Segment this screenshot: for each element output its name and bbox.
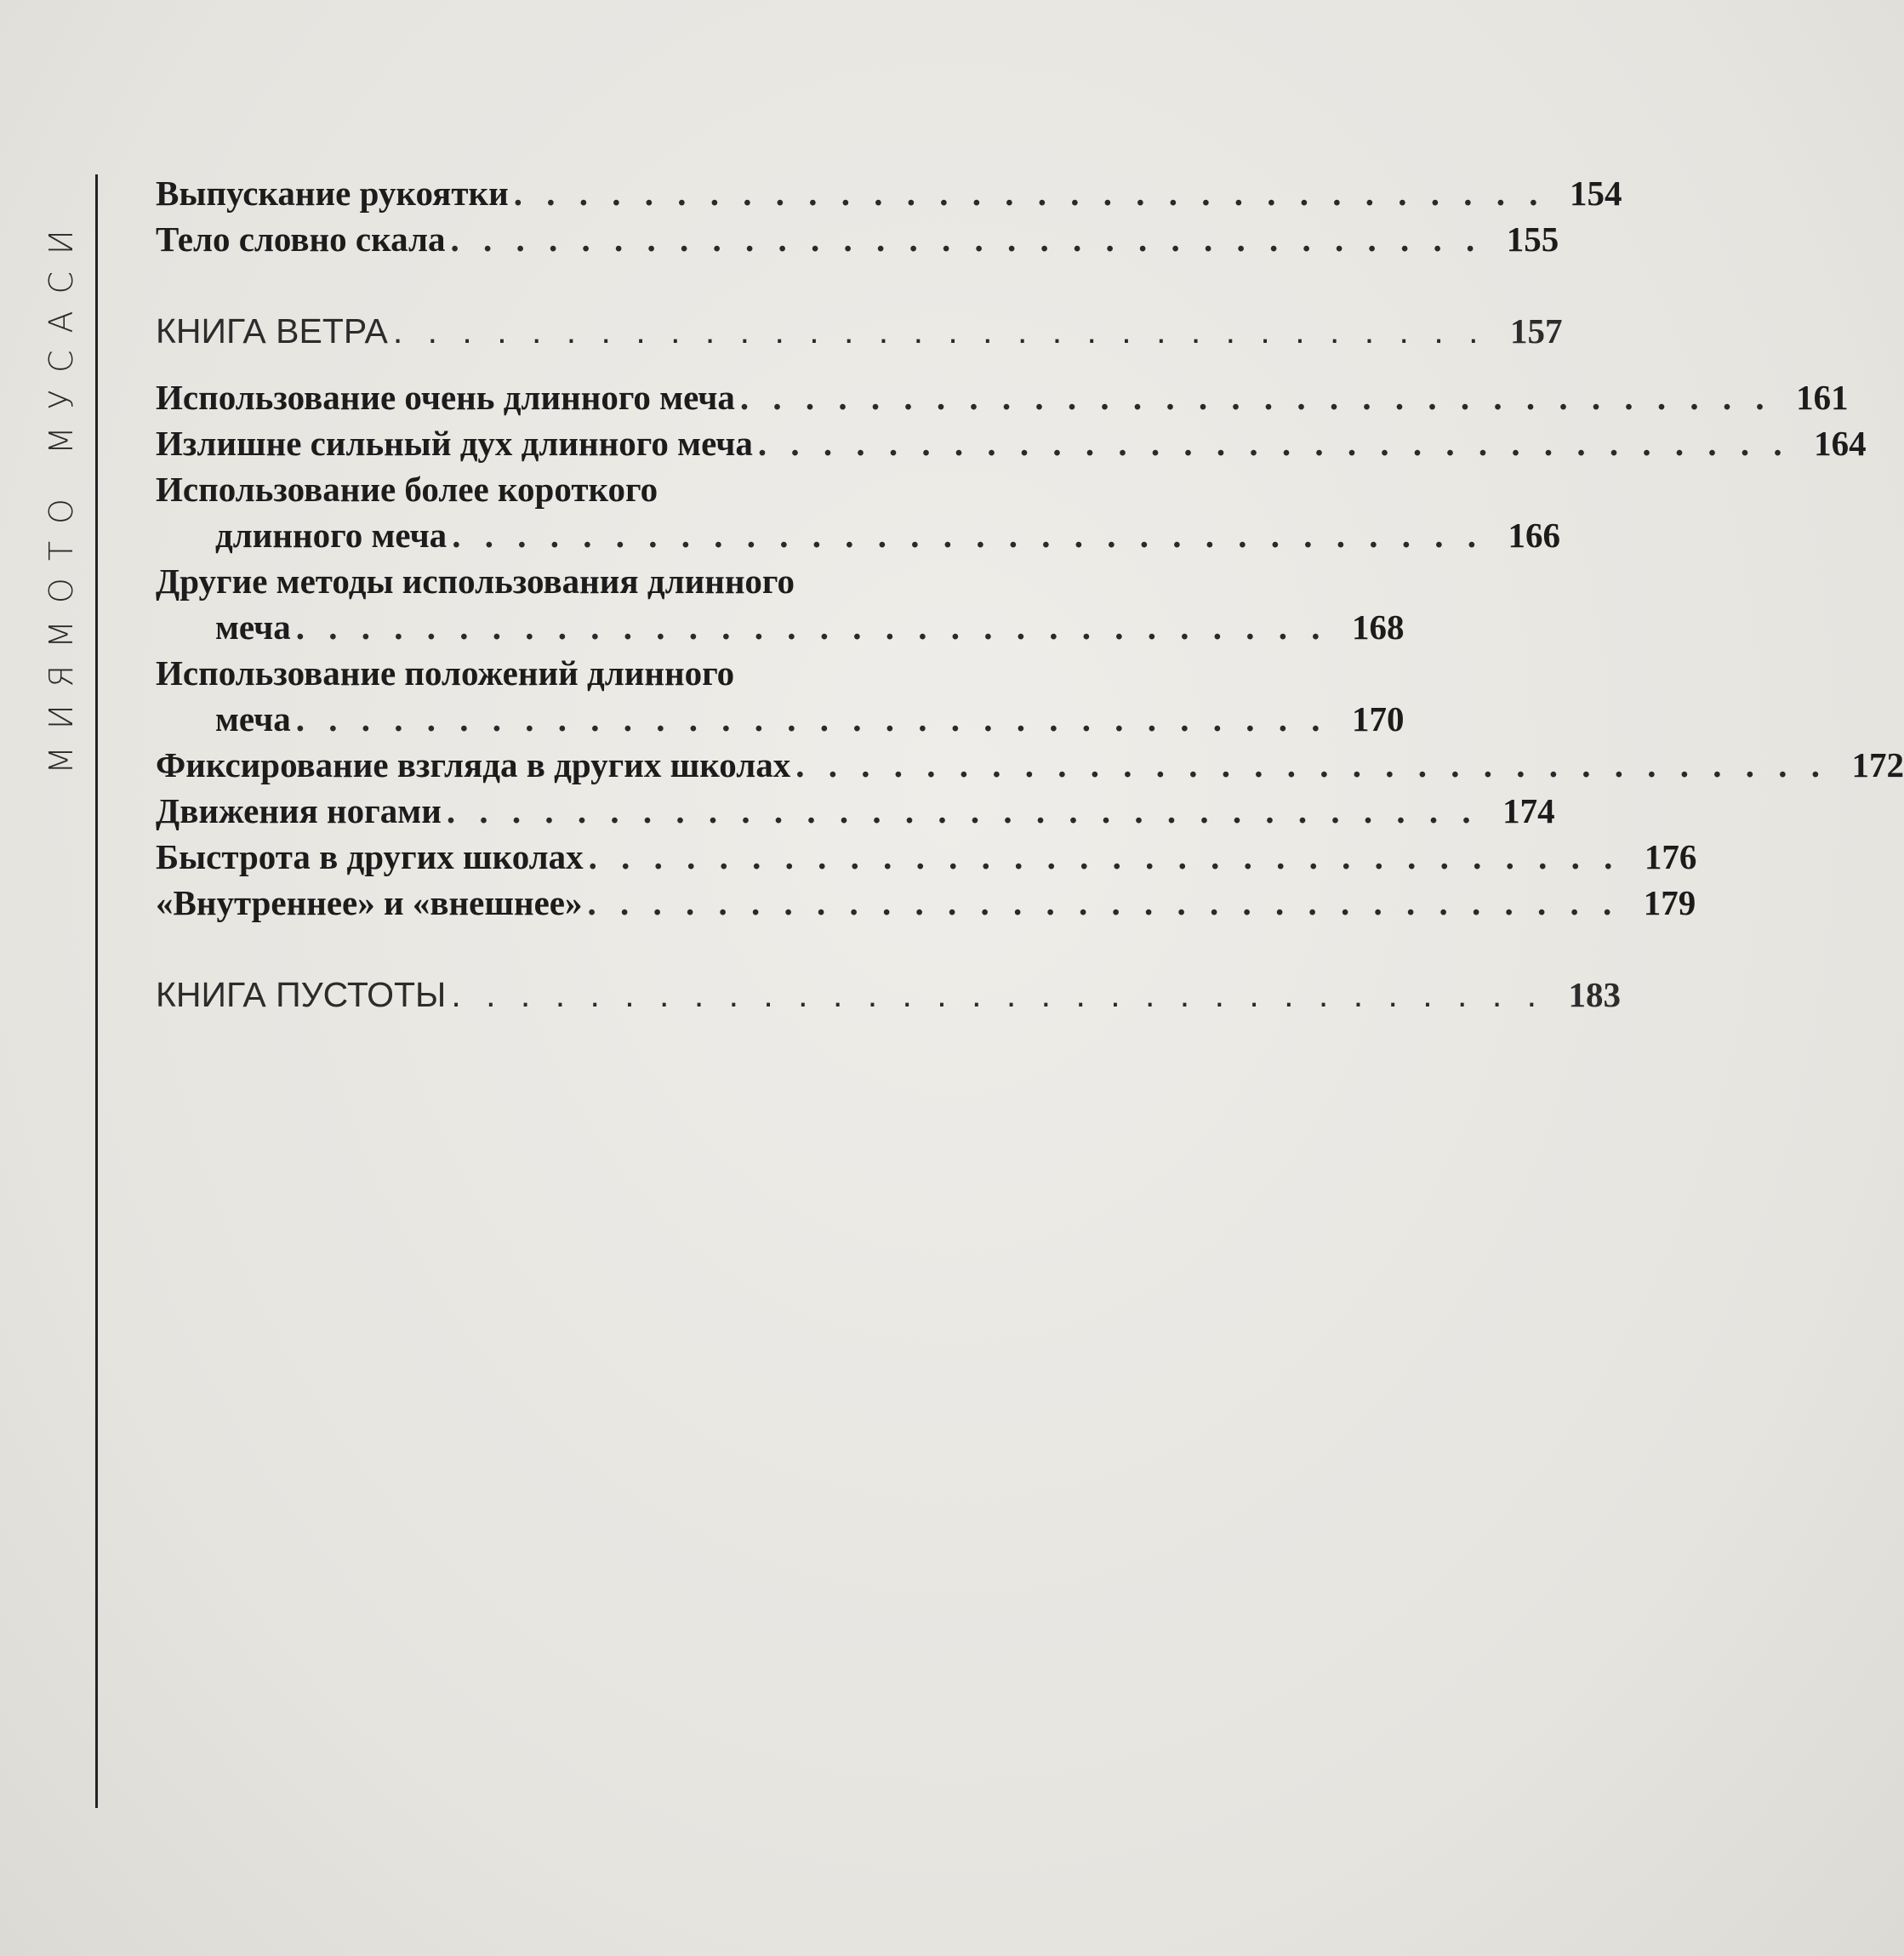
chapter-title: КНИГА ВЕТРА [156,311,388,351]
vertical-rule [95,174,98,1808]
toc-entry-title: «Внутреннее» и «внешнее» [156,883,583,922]
toc-entry [156,788,1555,834]
toc-entry-title: Быстрота в других школах [156,837,584,876]
toc-entry-title-line1: Другие методы использования длинного [156,562,795,601]
toc-entry-title-line1: Использование более короткого [156,470,658,509]
leader-dots: . . . . . . . . . . . . . . . . . . . . . . . . . . . . . . . . [587,883,1620,922]
toc-entry [156,880,1696,926]
toc-entry-title-line2: меча [215,607,291,647]
toc-entry [156,650,1405,742]
toc-entry [156,170,1622,216]
toc-entry-page: 166 [1508,516,1560,555]
toc-entry-title-line1: Использование положений длинного [156,653,735,693]
toc-entry-page: 174 [1502,791,1555,830]
running-head-text: МИЯМОТО МУСАСИ [43,213,80,774]
chapter-page: 157 [1510,311,1563,351]
toc-entry [156,374,1849,420]
toc-entry [156,742,1904,788]
leader-dots: . . . . . . . . . . . . . . . . . . . . . . . . . . . . . . . . [392,311,1486,351]
leader-dots: . . . . . . . . . . . . . . . . . . . . . . . . . . . . . . . . [295,699,1328,738]
leader-dots: . . . . . . . . . . . . . . . . . . . . . . . . . . . . . . . . [451,975,1544,1014]
toc-entry-page: 176 [1644,837,1697,876]
table-of-contents [156,170,1904,1018]
toc-entry-title: Выпускание рукоятки [156,174,509,213]
leader-dots: . . . . . . . . . . . . . . . . . . . . . . . . . . . . . . . . [513,174,1546,213]
leader-dots: . . . . . . . . . . . . . . . . . . . . . . . . . . . . . . . . [446,791,1479,830]
toc-entry-page: 155 [1506,220,1559,259]
toc-entry-page: 168 [1351,607,1405,647]
leader-dots: . . . . . . . . . . . . . . . . . . . . . . . . . . . . . . . . [450,220,1483,259]
toc-entry-title: Излишне сильный дух длинного меча [156,424,753,463]
leader-dots: . . . . . . . . . . . . . . . . . . . . . . . . . . . . . . . . [452,516,1484,555]
toc-entry-title: Движения ногами [156,791,442,830]
chapter-page: 183 [1568,975,1621,1014]
leader-dots: . . . . . . . . . . . . . . . . . . . . . . . . . . . . . . . . [757,424,1790,463]
leader-dots: . . . . . . . . . . . . . . . . . . . . . . . . . . . . . . . . [588,837,1621,876]
toc-entry-page: 179 [1643,883,1696,922]
leader-dots: . . . . . . . . . . . . . . . . . . . . . . . . . . . . . . . . [795,745,1827,784]
toc-entry-title: Фиксирование взгляда в других школах [156,745,791,784]
toc-entry-title-line2: меча [215,699,291,738]
toc-entry-title: Использование очень длинного меча [156,378,735,417]
toc-entry [156,466,1560,558]
toc-entry-page: 170 [1351,699,1405,738]
chapter-title: КНИГА ПУСТОТЫ [156,975,447,1014]
toc-entry [156,216,1559,262]
leader-dots: . . . . . . . . . . . . . . . . . . . . . . . . . . . . . . . . [295,607,1328,647]
toc-entry [156,420,1867,466]
leader-dots: . . . . . . . . . . . . . . . . . . . . . . . . . . . . . . . . [739,378,1772,417]
toc-entry-page: 154 [1570,174,1622,213]
toc-entry-page: 161 [1796,378,1849,417]
toc-entry-title-line2: длинного меча [215,516,447,555]
running-head [36,170,87,817]
toc-entry [156,558,1405,650]
toc-chapter [156,308,1563,354]
toc-entry [156,834,1697,880]
toc-entry-title: Тело словно скала [156,220,446,259]
toc-entry-page: 164 [1814,424,1867,463]
toc-chapter [156,972,1621,1018]
toc-entry-page: 172 [1851,745,1904,784]
